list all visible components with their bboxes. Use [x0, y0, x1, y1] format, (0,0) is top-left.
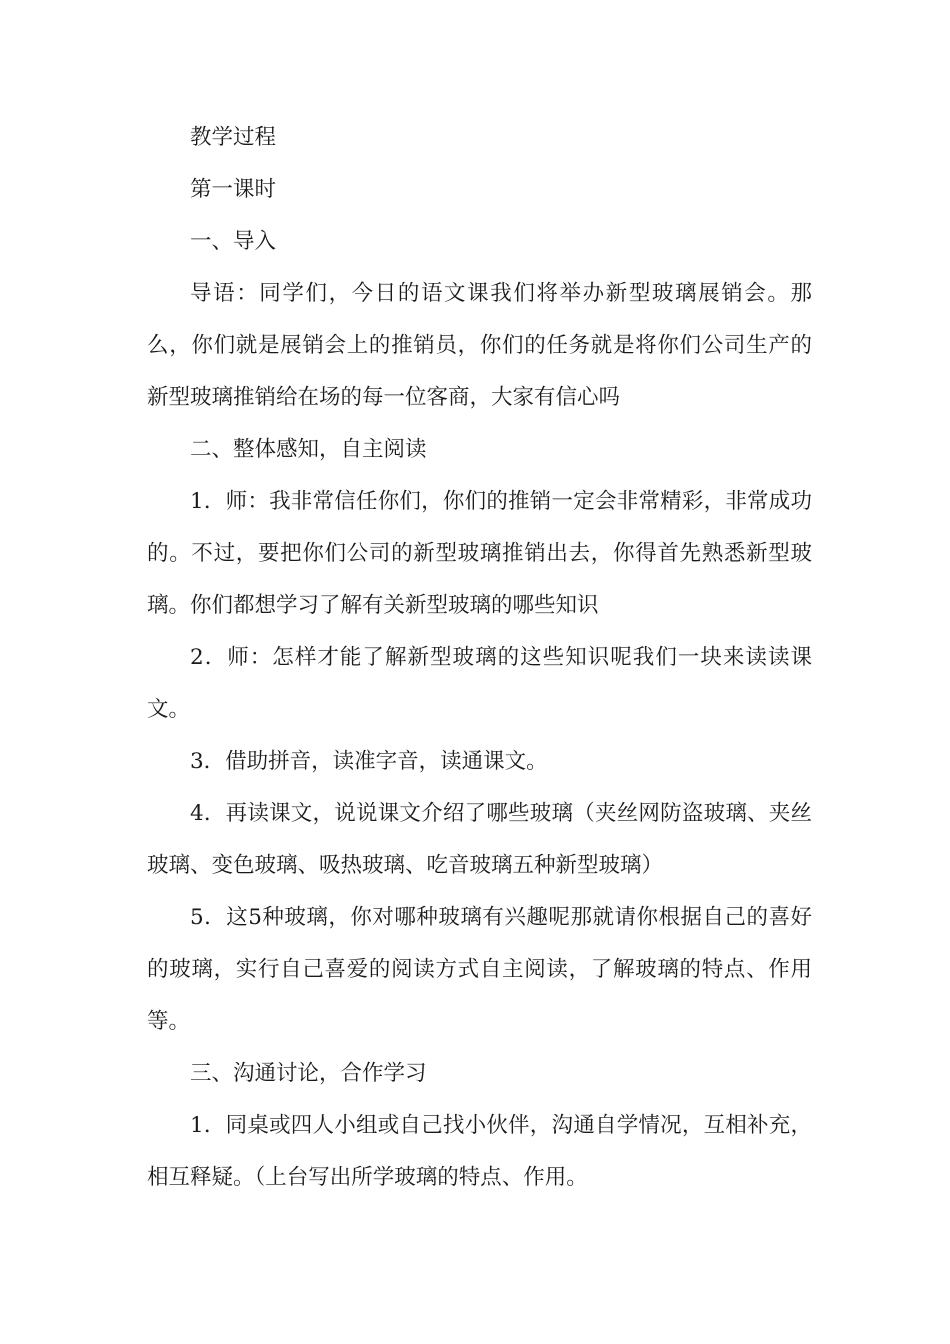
- paragraph-item-2: 2．师：怎样才能了解新型玻璃的这些知识呢我们一块来读读课文。: [147, 645, 812, 722]
- paragraph-item-4: 4．再读课文，说说课文介绍了哪些玻璃（夹丝网防盗玻璃、夹丝玻璃、变色玻璃、吸热玻璃、吃音玻璃五种新型玻璃）: [147, 801, 812, 878]
- section-heading-introduction: 一、导入: [190, 229, 277, 254]
- paragraph-discussion-item-1: 1．同桌或四人小组或自己找小伙伴，沟通自学情况，互相补充，相互释疑。（上台写出所学玻璃的特点、作用。: [147, 1113, 812, 1190]
- paragraph-item-5: 5．这5种玻璃，你对哪种玻璃有兴趣呢那就请你根据自己的喜好的玻璃，实行自己喜爱的阅读方式自主阅读，了解玻璃的特点、作用等。: [147, 905, 812, 1034]
- section-heading-discussion: 三、沟通讨论，合作学习: [190, 1061, 427, 1086]
- paragraph-item-3: 3．借助拼音，读准字音，读通课文。: [190, 749, 548, 774]
- document-body: [147, 112, 812, 1204]
- paragraph-guide-words: 导语：同学们，今日的语文课我们将举办新型玻璃展销会。那么，你们就是展销会上的推销员，你们的任务就是将你们公司生产的新型玻璃推销给在场的每一位客商，大家有信心吗: [147, 281, 812, 410]
- heading-first-lesson: 第一课时: [190, 177, 277, 202]
- heading-teaching-process: 教学过程: [190, 125, 277, 150]
- section-heading-overall-perception: 二、整体感知，自主阅读: [190, 437, 427, 462]
- paragraph-item-1: 1．师：我非常信任你们，你们的推销一定会非常精彩，非常成功的。不过，要把你们公司的新型玻璃推销出去，你得首先熟悉新型玻璃。你们都想学习了解有关新型玻璃的哪些知识: [147, 489, 812, 618]
